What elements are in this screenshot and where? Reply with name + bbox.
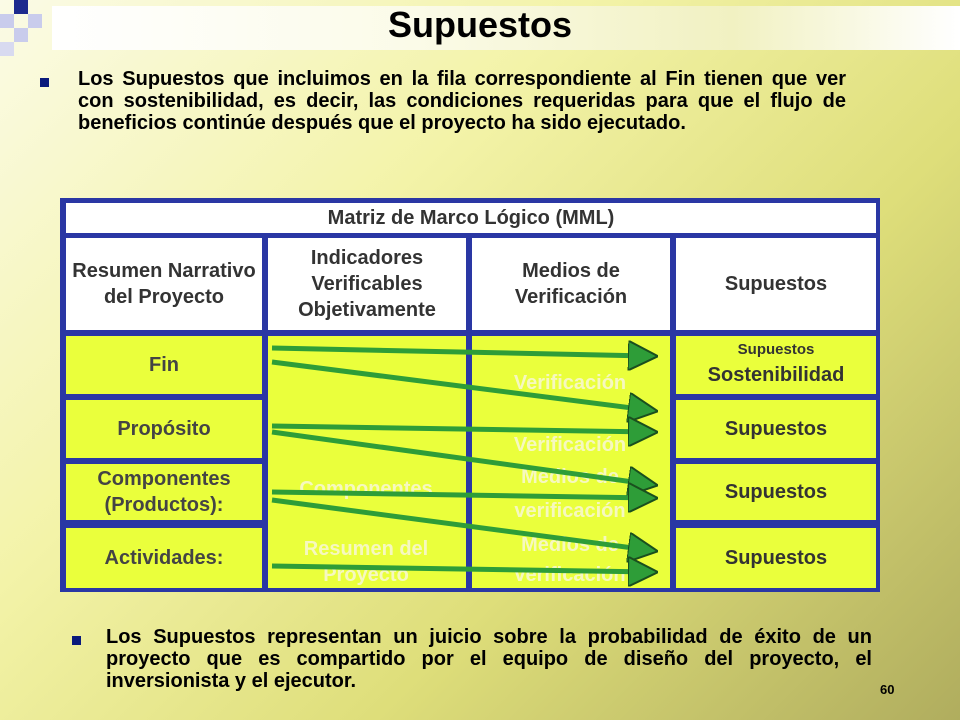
- header-medios: Medios de Verificación: [472, 238, 670, 330]
- arrow-supuestos-componentes-to-actividades: [272, 500, 648, 550]
- ghost-text: Verificación: [513, 434, 627, 456]
- ghost-text: verificación: [514, 500, 626, 522]
- ghost-text: verificación: [514, 564, 626, 586]
- slide-number: 60: [880, 682, 895, 697]
- ghost-text: Proyecto: [323, 564, 409, 586]
- supuestos-fin-sostenibilidad: Sostenibilidad: [707, 364, 845, 386]
- arrow-fin-to-supuestos: [272, 348, 648, 356]
- arrow-supuestos-proposito-to-componentes: [272, 432, 648, 484]
- ghost-text: Medios de: [521, 466, 619, 488]
- header-indicadores: Indicadores Verificables Objetivamente: [268, 238, 466, 330]
- page-title: Supuestos: [387, 4, 573, 45]
- supuestos-actividades: Supuestos: [676, 528, 876, 588]
- ghost-text: Medios de: [521, 534, 619, 556]
- row-label-actividades: Actividades:: [66, 528, 262, 588]
- ghost-text: Resumen del: [303, 538, 429, 560]
- closing-paragraph: Los Supuestos representan un juicio sobre la probabilidad de éxito de un proyecto que es compartido por el equipo de diseño del proyecto, el inversionista y el ejecutor.: [106, 626, 872, 692]
- row-label-fin: Fin: [66, 336, 262, 394]
- row-label-proposito: Propósito: [66, 400, 262, 458]
- arrow-actividades-to-supuestos: [272, 566, 648, 572]
- intro-paragraph: Los Supuestos que incluimos en la fila correspondiente al Fin tienen que ver con sostenibilidad, es decir, las condiciones requeridas para que el flujo de beneficios continúe después que el proyecto ha sido ejecutado.: [78, 68, 846, 134]
- supuestos-componentes: Supuestos: [676, 464, 876, 520]
- ghost-text: Verificación: [513, 372, 627, 394]
- ghost-text: Componentes: [299, 478, 433, 500]
- arrow-componentes-to-supuestos: [272, 492, 648, 498]
- supuestos-proposito: Supuestos: [676, 400, 876, 458]
- matrix-title: Matriz de Marco Lógico (MML): [66, 203, 876, 233]
- header-supuestos: Supuestos: [676, 238, 876, 330]
- arrow-proposito-to-supuestos: [272, 426, 648, 432]
- arrow-supuestos-fin-to-proposito: [272, 362, 648, 410]
- row-label-componentes: Componentes (Productos):: [66, 464, 262, 520]
- header-resumen: Resumen Narrativo del Proyecto: [66, 238, 262, 330]
- bullet-icon: [72, 636, 81, 645]
- supuestos-fin-small: Supuestos: [737, 341, 815, 358]
